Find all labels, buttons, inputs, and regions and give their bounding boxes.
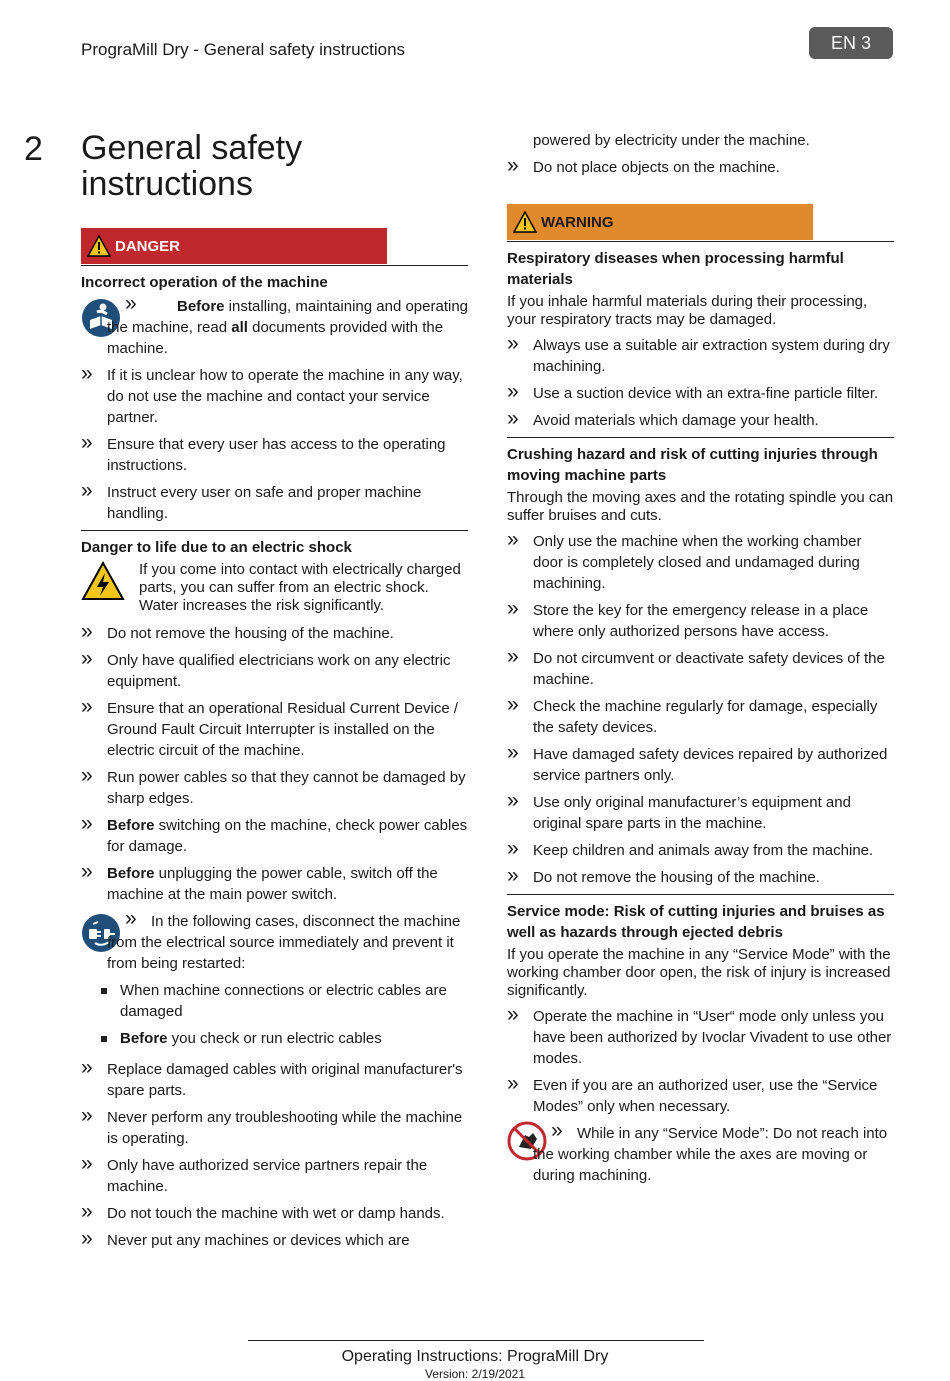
before-emphasis: Before — [107, 865, 155, 882]
list-item-text: Do not place objects on the machine. — [533, 159, 780, 176]
list-item: » Use a suction device with an extra-fine particle filter. — [507, 380, 879, 403]
footer-version: Version: 2/19/2021 — [424, 1367, 526, 1381]
list-item: » Only have qualified electricians work on any electric equipment. — [81, 647, 451, 690]
list-item: » If it is unclear how to operate the machine in any way, do not use the machine and contact your service partner. — [81, 362, 463, 426]
list-item-text: Avoid materials which damage your health. — [533, 412, 819, 429]
electric-intro — [81, 561, 468, 619]
bullet-mark: » — [125, 292, 137, 315]
list-item: » Instruct every user on safe and proper machine handling. — [81, 479, 422, 522]
list-item: » Before unplugging the power cable, switch off the machine at the main power switch. — [81, 860, 438, 903]
list-item-text: Always use a suitable air extraction system during dry machining. — [533, 337, 890, 375]
list-item: » Do not remove the housing of the machine. — [81, 620, 394, 643]
list-item-text: unplugging the power cable, switch off the machine at the main power switch. — [107, 865, 438, 903]
section-heading-respiratory: Respiratory diseases when processing harmful materials — [507, 250, 844, 288]
list-item: » Only have authorized service partners repair the machine. — [81, 1152, 428, 1195]
list-item: » Even if you are an authorized user, use the “Service Modes” only when necessary. — [507, 1072, 878, 1115]
list-item-text: Have damaged safety devices repaired by authorized service partners only. — [533, 746, 888, 784]
before-emphasis: Before — [120, 1030, 168, 1047]
list-item-text: Only use the machine when the working chamber door is completely closed and undamaged during machining. — [533, 533, 862, 592]
warning-triangle-icon — [87, 235, 111, 257]
list-item-text: Never put any machines or devices which are — [107, 1232, 410, 1249]
list-item: » Before switching on the machine, check power cables for damage. — [81, 812, 468, 855]
section-heading-service-mode: Service mode: Risk of cutting injuries and bruises as well as hazards through ejected debris — [507, 903, 885, 941]
list-item-text: If it is unclear how to operate the machine in any way, do not use the machine and contact your service partner. — [107, 367, 463, 426]
read-manual-text-2: documents provided with the machine. — [107, 319, 444, 357]
list-item: » Avoid materials which damage your health. — [507, 407, 819, 430]
list-item-text: Check the machine regularly for damage, especially the safety devices. — [533, 698, 878, 736]
list-item: » Do not place objects on the machine. — [507, 154, 780, 177]
list-item: » Ensure that every user has access to the operating instructions. — [81, 431, 446, 474]
before-emphasis: Before — [177, 298, 225, 315]
bullet-mark: » — [125, 907, 137, 930]
list-item: » Ensure that an operational Residual Current Device / Ground Fault Circuit Interrupter is installed on the electric circuit of the machine. — [81, 695, 459, 759]
list-item: » Operate the machine in “User“ mode only unless you have been authorized by Ivoclar Vivadent to use other modes. — [507, 1003, 892, 1067]
list-item-text: Do not remove the housing of the machine. — [533, 869, 820, 886]
list-item: » Keep children and animals away from the machine. — [507, 837, 874, 860]
list-item: » Run power cables so that they cannot be damaged by sharp edges. — [81, 764, 466, 807]
chapter-number: 2 — [24, 130, 43, 168]
list-item: » Store the key for the emergency release in a place where only authorized persons have access. — [507, 597, 869, 640]
list-item-text: Only have qualified electricians work on any electric equipment. — [107, 652, 451, 690]
list-item — [99, 1028, 468, 1049]
list-item: » Replace damaged cables with original manufacturer's spare parts. — [81, 1056, 463, 1099]
footer-divider — [248, 1340, 704, 1341]
page-badge: EN 3 — [809, 27, 893, 59]
list-item-text: When machine connections or electric cables are damaged — [120, 982, 447, 1020]
left-column — [81, 228, 468, 1257]
electric-hazard-icon — [81, 561, 125, 601]
read-manual-text-1: installing, maintaining and operating the machine, read — [107, 298, 469, 336]
list-item: » Have damaged safety devices repaired by authorized service partners only. — [507, 741, 888, 784]
respiratory-intro: If you inhale harmful materials during their processing, your respiratory tracts may be damaged. — [507, 293, 868, 328]
list-item: » Do not circumvent or deactivate safety devices of the machine. — [507, 645, 885, 688]
list-item: » Use only original manufacturer’s equipment and original spare parts in the machine. — [507, 789, 851, 832]
list-item-text: Keep children and animals away from the machine. — [533, 842, 874, 859]
list-item: » Do not touch the machine with wet or damp hands. — [81, 1200, 445, 1223]
crushing-intro: Through the moving axes and the rotating spindle you can suffer bruises and cuts. — [507, 489, 894, 524]
divider — [507, 894, 894, 895]
read-manual-item — [81, 292, 469, 359]
disconnect-text: In the following cases, disconnect the machine from the electrical source immediately and prevent it from being restarted: — [107, 913, 461, 972]
footer-title: Operating Instructions: PrograMill Dry — [341, 1348, 609, 1365]
disconnect-item — [81, 907, 468, 974]
section-heading-incorrect-operation: Incorrect operation of the machine — [81, 274, 328, 291]
list-item-text: Never perform any troubleshooting while the machine is operating. — [107, 1109, 463, 1147]
divider — [507, 437, 894, 438]
section-heading-crushing: Crushing hazard and risk of cutting injuries through moving machine parts — [507, 446, 878, 484]
list-item-text: Ensure that every user has access to the operating instructions. — [107, 436, 446, 474]
chapter-title: General safety instructions — [81, 129, 303, 203]
danger-banner — [81, 228, 387, 264]
warning-triangle-icon — [513, 211, 537, 233]
header-title: PrograMill Dry - General safety instructions — [81, 40, 406, 59]
divider — [507, 241, 894, 242]
list-item: » Check the machine regularly for damage, especially the safety devices. — [507, 693, 878, 736]
danger-label: DANGER — [115, 237, 181, 255]
electric-intro-text: If you come into contact with electrically charged parts, you can suffer from an electric shock. Water increases the risk significantly. — [139, 561, 461, 614]
bullet-mark: » — [551, 1119, 563, 1142]
list-item-text: Do not remove the housing of the machine. — [107, 625, 394, 642]
list-item-text: switching on the machine, check power cables for damage. — [107, 817, 468, 855]
warning-label: WARNING — [541, 213, 614, 231]
list-item — [99, 980, 468, 1022]
list-item-text: Operate the machine in “User“ mode only unless you have been authorized by Ivoclar Vivadent to use other modes. — [533, 1008, 892, 1067]
no-reach-item — [507, 1119, 894, 1186]
disconnect-cases-list — [99, 980, 468, 1049]
list-item-text: Use only original manufacturer’s equipment and original spare parts in the machine. — [533, 794, 851, 832]
list-item-text: Replace damaged cables with original manufacturer's spare parts. — [107, 1061, 463, 1099]
list-item-text: Run power cables so that they cannot be damaged by sharp edges. — [107, 769, 466, 807]
list-item-text: you check or run electric cables — [167, 1030, 382, 1047]
service-intro: If you operate the machine in any “Service Mode” with the working chamber door open, the risk of injury is increased significantly. — [507, 946, 891, 999]
list-item: » Only use the machine when the working chamber door is completely closed and undamaged during machining. — [507, 528, 862, 592]
section-heading-electric-shock: Danger to life due to an electric shock — [81, 539, 352, 556]
list-item: » Never put any machines or devices which are — [81, 1227, 410, 1250]
list-item-text: Instruct every user on safe and proper machine handling. — [107, 484, 422, 522]
warning-banner — [507, 204, 813, 240]
list-item-text: Store the key for the emergency release in a place where only authorized persons have access. — [533, 602, 869, 640]
right-column — [507, 130, 894, 1186]
list-item-text: Even if you are an authorized user, use the “Service Modes” only when necessary. — [533, 1077, 878, 1115]
list-item: » Never perform any troubleshooting while the machine is operating. — [81, 1104, 463, 1147]
list-item: » Always use a suitable air extraction system during dry machining. — [507, 332, 890, 375]
divider — [81, 530, 468, 531]
before-emphasis: Before — [107, 817, 155, 834]
no-reach-text: While in any “Service Mode”: Do not reach into the working chamber while the axes are moving or during machining. — [533, 1125, 888, 1184]
list-item-text: Do not touch the machine with wet or damp hands. — [107, 1205, 445, 1222]
list-item: » Do not remove the housing of the machine. — [507, 864, 820, 887]
continuation-text: powered by electricity under the machine. — [533, 132, 810, 149]
list-item-text: Only have authorized service partners repair the machine. — [107, 1157, 428, 1195]
all-emphasis: all — [231, 319, 248, 336]
divider — [81, 265, 468, 266]
list-item-text: Use a suction device with an extra-fine particle filter. — [533, 385, 879, 402]
list-item-text: Do not circumvent or deactivate safety devices of the machine. — [533, 650, 885, 688]
list-item-text: Ensure that an operational Residual Current Device / Ground Fault Circuit Interrupter is installed on the electric circuit of the machine. — [107, 700, 459, 759]
